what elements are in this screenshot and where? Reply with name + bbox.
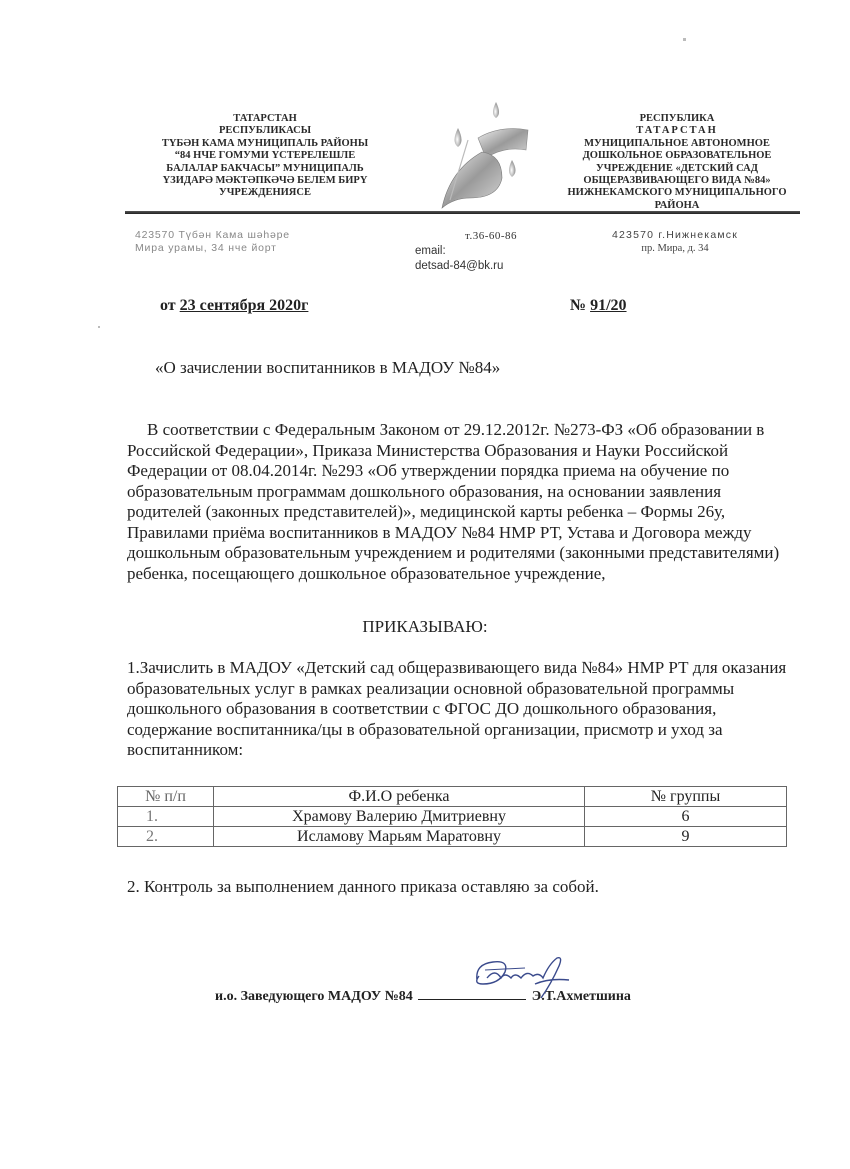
address-tatar xyxy=(135,229,290,255)
signatory-name: Э.Т.Ахметшина xyxy=(531,989,631,1004)
order-date xyxy=(160,297,308,315)
col-header-group: № группы xyxy=(585,787,787,807)
header-right-line: МУНИЦИПАЛЬНОЕ АВТОНОМНОЕ xyxy=(584,137,770,149)
cell-name: Храмову Валерию Дмитриевну xyxy=(214,807,585,827)
cell-group: 9 xyxy=(585,827,787,847)
contact-block xyxy=(415,229,517,274)
header-divider xyxy=(125,211,800,214)
table-row xyxy=(118,827,787,847)
signatory-position: и.о. Заведующего МАДОУ №84 xyxy=(215,989,413,1004)
email-label: email: xyxy=(415,245,446,257)
address-line: пр. Мира, д. 34 xyxy=(641,243,709,254)
water-drops-leaf-logo-icon xyxy=(420,100,550,210)
header-right-line: РАЙОНА xyxy=(654,199,700,211)
scan-speck xyxy=(683,38,686,41)
header-right-institution-russian xyxy=(548,113,806,212)
header-right-line: УЧРЕЖДЕНИЕ «ДЕТСКИЙ САД xyxy=(596,162,758,174)
address-line: 423570 г.Нижнекамск xyxy=(611,229,739,241)
number-value: 91/20 xyxy=(590,297,627,314)
table-header-row xyxy=(118,787,787,807)
header-right-line: ДОШКОЛЬНОЕ ОБРАЗОВАТЕЛЬНОЕ xyxy=(582,150,772,162)
order-heading: ПРИКАЗЫВАЮ: xyxy=(362,617,488,636)
header-right-line: ОБЩЕРАЗВИВАЮЩЕГО ВИДА №84» xyxy=(583,175,771,187)
scan-speck xyxy=(98,326,100,328)
cell-group: 6 xyxy=(585,807,787,827)
cell-number: 1. xyxy=(118,807,214,827)
phone-number: т.36-60-86 xyxy=(465,230,518,242)
address-line: 423570 Түбән Кама шәһәре xyxy=(135,229,290,241)
col-header-number: № п/п xyxy=(118,787,214,807)
order-number xyxy=(570,297,627,315)
address-russian xyxy=(585,229,765,255)
date-value: 23 сентября 2020г xyxy=(179,297,309,314)
header-right-line: РЕСПУБЛИКА xyxy=(639,113,715,124)
header-left-line: БАЛАЛАР БАКЧАСЫ” МУНИЦИПАЛЬ xyxy=(166,162,364,174)
header-left-line: ҮЗИДАРӘ МӘКТӘПКӘЧӘ БЕЛЕМ БИРҮ xyxy=(162,175,368,187)
header-left-line: РЕСПУБЛИКАСЫ xyxy=(218,125,312,137)
header-right-line: ТАТАРСТАН xyxy=(636,125,718,137)
header-left-line: ТҮБӘН КАМА МУНИЦИПАЛЬ РАЙОНЫ xyxy=(161,137,369,149)
header-left-line: “84 НЧЕ ГОМУМИ ҮСТЕРЕЛЕШЛЕ xyxy=(174,150,356,162)
preamble-paragraph: В соответствии с Федеральным Законом от 29.12.2012г. №273-ФЗ «Об образовании в Российской Федерации», Приказа Министерства Образования и Науки Российской Федерации от 08.04.2014г. №293 «Об утверждении порядка приема на обучение по образовательным программам дошкольного образования, на основании заявления родителей (законных представителей)», медицинской карты ребенка – Формы 26у, Правилами приёма воспитанников в МАДОУ №84 НМР РТ, Устава и Договора между дошкольным образовательным учреждением и родителями (законными представителями) ребенка, посещающего дошкольное образовательное учреждение, xyxy=(127,420,780,583)
order-item-2: 2. Контроль за выполнением данного приказа оставляю за собой. xyxy=(127,877,599,896)
col-header-name: Ф.И.О ребенка xyxy=(214,787,585,807)
email-address: detsad-84@bk.ru xyxy=(415,260,504,272)
enrollment-table xyxy=(117,786,787,847)
table-row xyxy=(118,807,787,827)
cell-number: 2. xyxy=(118,827,214,847)
handwritten-signature-icon xyxy=(465,950,575,1005)
address-line: Мира урамы, 34 нче йорт xyxy=(135,242,277,254)
order-item-1: 1.Зачислить в МАДОУ «Детский сад общеразвивающего вида №84» НМР РТ для оказания образовательных услуг в рамках реализации основной образовательной программы дошкольного образования в соответствии с ФГОС ДО дошкольного образования, содержание воспитанника/цы в образовательной организации, присмотр и уход за воспитанником: xyxy=(127,658,787,759)
header-left-line: УЧРЕЖДЕНИЯСЕ xyxy=(219,187,311,199)
cell-name: Исламову Марьям Маратовну xyxy=(214,827,585,847)
header-right-line: НИЖНЕКАМСКОГО МУНИЦИПАЛЬНОГО xyxy=(567,187,787,199)
header-left-line: ТАТАРСТАН xyxy=(233,113,297,124)
date-prefix: от xyxy=(160,297,180,314)
order-title: «О зачислении воспитанников в МАДОУ №84» xyxy=(155,358,501,377)
header-left-institution-tatar xyxy=(120,113,410,200)
number-prefix: № xyxy=(570,297,591,314)
